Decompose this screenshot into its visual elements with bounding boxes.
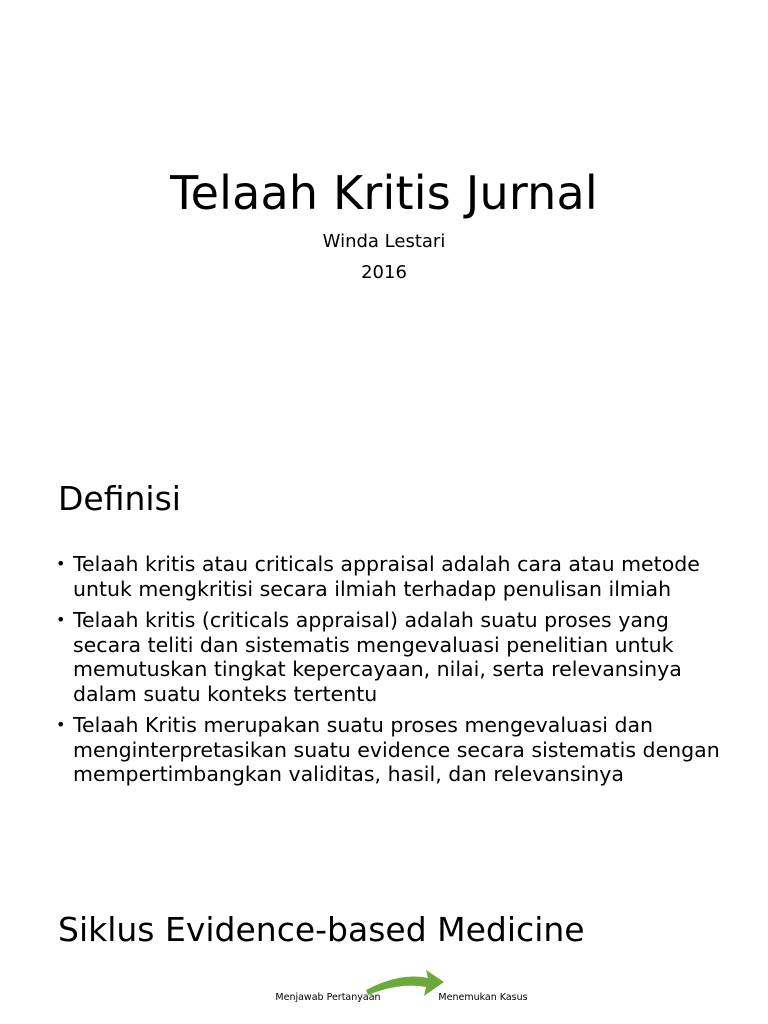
definition-heading: Definisi bbox=[58, 479, 181, 518]
author-name: Winda Lestari bbox=[322, 231, 446, 252]
presentation-year: 2016 bbox=[361, 262, 407, 283]
bullet-icon: • bbox=[56, 715, 66, 734]
list-item bbox=[56, 552, 726, 601]
list-item bbox=[56, 713, 726, 787]
bullet-text: Telaah kritis atau criticals appraisal adalah cara atau metode untuk mengkritisi secara ilmiah terhadap penulisan ilmiah bbox=[73, 552, 700, 601]
cycle-heading: Siklus Evidence-based Medicine bbox=[58, 910, 585, 949]
bullet-icon: • bbox=[56, 610, 66, 629]
list-item bbox=[56, 608, 726, 706]
definition-list bbox=[56, 552, 726, 794]
cycle-slide bbox=[0, 900, 768, 1024]
cycle-step-answer: Menjawab Pertanyaan bbox=[275, 992, 381, 1003]
cycle-step-find: Menemukan Kasus bbox=[438, 992, 528, 1003]
bullet-text: Telaah kritis (criticals appraisal) adalah suatu proses yang secara teliti dan sistematis mengevaluasi penelitian untuk memutuskan tingkat kepercayaan, nilai, serta relevansinya dalam suatu konteks tertentu bbox=[73, 608, 682, 706]
definition-slide bbox=[0, 440, 768, 900]
bullet-icon: • bbox=[56, 554, 66, 573]
bullet-text: Telaah Kritis merupakan suatu proses mengevaluasi dan menginterpretasikan suatu evidence secara sistematis dengan mempertimbangkan validitas, hasil, dan relevansinya bbox=[73, 713, 720, 786]
title-slide bbox=[0, 0, 768, 440]
page-title: Telaah Kritis Jurnal bbox=[170, 166, 598, 220]
